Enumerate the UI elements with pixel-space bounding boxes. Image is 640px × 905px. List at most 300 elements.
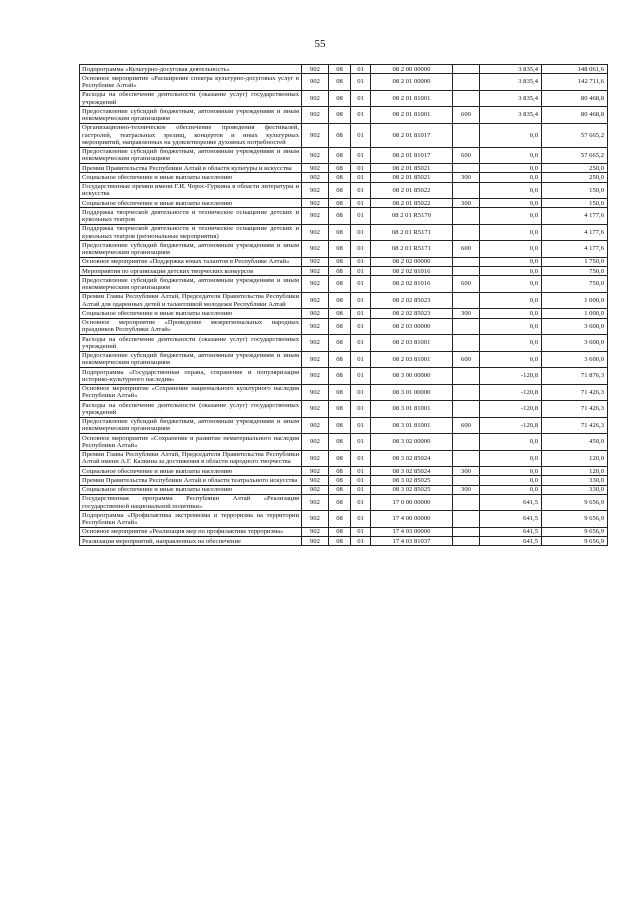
- expense-type-code: [453, 182, 480, 199]
- row-name: Социальное обеспечение и иные выплаты населению: [80, 485, 302, 494]
- subsection-code: 01: [351, 257, 371, 266]
- change-amount: 641,5: [480, 537, 542, 546]
- subsection-code: 01: [351, 351, 371, 368]
- row-name: Государственные премии имени Г.И. Чорос-Гуркина в области литературы и искусства: [80, 182, 302, 199]
- expense-type-code: [453, 401, 480, 418]
- expense-type-code: [453, 384, 480, 401]
- total-amount: 9 656,9: [542, 527, 608, 536]
- expense-type-code: [453, 537, 480, 546]
- total-amount: 9 656,9: [542, 537, 608, 546]
- subsection-code: 01: [351, 147, 371, 164]
- change-amount: 0,0: [480, 292, 542, 309]
- target-item-code: 08 3 01 81001: [371, 417, 453, 434]
- subsection-code: 01: [351, 384, 371, 401]
- change-amount: -120,8: [480, 401, 542, 418]
- expense-type-code: [453, 434, 480, 451]
- row-name: Государственная программа Республики Алтай «Реализация государственной национальной политики»: [80, 494, 302, 511]
- expense-type-code: [453, 90, 480, 107]
- subsection-code: 01: [351, 511, 371, 528]
- row-name: Расходы на обеспечение деятельности (оказание услуг) государственных учреждений: [80, 335, 302, 352]
- target-item-code: 17 4 03 81037: [371, 537, 453, 546]
- ved-code: 902: [302, 147, 329, 164]
- ved-code: 902: [302, 511, 329, 528]
- section-code: 08: [329, 537, 351, 546]
- row-name: Предоставление субсидий бюджетным, автономным учреждениям и иным некоммерческим организациям: [80, 417, 302, 434]
- target-item-code: 08 2 03 00000: [371, 318, 453, 335]
- target-item-code: 08 2 02 81016: [371, 276, 453, 293]
- subsection-code: 01: [351, 417, 371, 434]
- change-amount: 641,5: [480, 511, 542, 528]
- expense-type-code: [453, 450, 480, 467]
- section-code: 08: [329, 164, 351, 173]
- total-amount: 71 426,3: [542, 401, 608, 418]
- row-name: Премии Главы Республики Алтай, Председателя Правительства Республики Алтай для одаренных детей и талантливой молодежи Республики Алтай: [80, 292, 302, 309]
- row-name: Премии Главы Республики Алтай, Председателя Правительства Республики Алтай имени А.Г. Калкина за достижения в области народного творчества: [80, 450, 302, 467]
- row-name: Расходы на обеспечение деятельности (оказание услуг) государственных учреждений: [80, 90, 302, 107]
- change-amount: 0,0: [480, 318, 542, 335]
- change-amount: 0,0: [480, 450, 542, 467]
- section-code: 08: [329, 476, 351, 485]
- target-item-code: 08 3 00 00000: [371, 368, 453, 385]
- total-amount: 71 426,3: [542, 417, 608, 434]
- expense-type-code: 600: [453, 276, 480, 293]
- row-name: Предоставление субсидий бюджетным, автономным учреждениям и иным некоммерческим организациям: [80, 107, 302, 124]
- ved-code: 902: [302, 527, 329, 536]
- subsection-code: 01: [351, 309, 371, 318]
- ved-code: 902: [302, 368, 329, 385]
- target-item-code: 08 2 01 85022: [371, 182, 453, 199]
- change-amount: 0,0: [480, 476, 542, 485]
- expense-type-code: 300: [453, 309, 480, 318]
- total-amount: 71 426,3: [542, 384, 608, 401]
- ved-code: 902: [302, 123, 329, 147]
- row-name: Социальное обеспечение и иные выплаты населению: [80, 309, 302, 318]
- total-amount: 4 177,6: [542, 224, 608, 241]
- section-code: 08: [329, 511, 351, 528]
- total-amount: 750,0: [542, 276, 608, 293]
- ved-code: 902: [302, 335, 329, 352]
- total-amount: 142 711,6: [542, 74, 608, 91]
- section-code: 08: [329, 74, 351, 91]
- total-amount: 3 600,0: [542, 351, 608, 368]
- expense-type-code: [453, 318, 480, 335]
- change-amount: 0,0: [480, 147, 542, 164]
- subsection-code: 01: [351, 182, 371, 199]
- change-amount: 0,0: [480, 199, 542, 208]
- target-item-code: 08 3 01 81001: [371, 401, 453, 418]
- subsection-code: 01: [351, 527, 371, 536]
- target-item-code: 17 4 00 00000: [371, 511, 453, 528]
- table-row: [80, 335, 608, 352]
- section-code: 08: [329, 65, 351, 74]
- target-item-code: 08 2 01 81001: [371, 107, 453, 124]
- total-amount: 9 656,9: [542, 494, 608, 511]
- table-row: [80, 434, 608, 451]
- table-row: [80, 467, 608, 476]
- ved-code: 902: [302, 107, 329, 124]
- target-item-code: 08 2 01 81017: [371, 123, 453, 147]
- total-amount: 120,0: [542, 467, 608, 476]
- row-name: Подпрограмма «Профилактика экстремизма и терроризма на территории Республики Алтай»: [80, 511, 302, 528]
- total-amount: 71 876,3: [542, 368, 608, 385]
- target-item-code: 08 2 01 R5171: [371, 241, 453, 258]
- expense-type-code: 600: [453, 351, 480, 368]
- row-name: Основное мероприятие «Расширение спектра культурно-досуговых услуг в Республике Алтай»: [80, 74, 302, 91]
- target-item-code: 17 0 00 00000: [371, 494, 453, 511]
- subsection-code: 01: [351, 476, 371, 485]
- ved-code: 902: [302, 199, 329, 208]
- ved-code: 902: [302, 182, 329, 199]
- target-item-code: 08 2 00 00000: [371, 65, 453, 74]
- change-amount: 3 835,4: [480, 74, 542, 91]
- ved-code: 902: [302, 434, 329, 451]
- ved-code: 902: [302, 309, 329, 318]
- expense-type-code: [453, 257, 480, 266]
- subsection-code: 01: [351, 74, 371, 91]
- target-item-code: 08 2 02 81016: [371, 267, 453, 276]
- ved-code: 902: [302, 241, 329, 258]
- table-row: [80, 318, 608, 335]
- row-name: Подпрограмма «Культурно-досуговая деятельность»: [80, 65, 302, 74]
- row-name: Предоставление субсидий бюджетным, автономным учреждениям и иным некоммерческим организациям: [80, 241, 302, 258]
- table-row: [80, 511, 608, 528]
- change-amount: 3 835,4: [480, 90, 542, 107]
- target-item-code: 08 3 02 85025: [371, 476, 453, 485]
- total-amount: 80 468,8: [542, 107, 608, 124]
- change-amount: -120,8: [480, 417, 542, 434]
- expense-type-code: 300: [453, 485, 480, 494]
- section-code: 08: [329, 224, 351, 241]
- section-code: 08: [329, 485, 351, 494]
- target-item-code: 08 3 02 85025: [371, 485, 453, 494]
- table-row: [80, 182, 608, 199]
- section-code: 08: [329, 384, 351, 401]
- expense-type-code: [453, 368, 480, 385]
- ved-code: 902: [302, 476, 329, 485]
- row-name: Социальное обеспечение и иные выплаты населению: [80, 199, 302, 208]
- section-code: 08: [329, 123, 351, 147]
- section-code: 08: [329, 147, 351, 164]
- section-code: 08: [329, 494, 351, 511]
- change-amount: 0,0: [480, 467, 542, 476]
- ved-code: 902: [302, 74, 329, 91]
- change-amount: 3 835,4: [480, 65, 542, 74]
- table-row: [80, 276, 608, 293]
- table-row: [80, 208, 608, 225]
- total-amount: 150,0: [542, 199, 608, 208]
- row-name: Премии Правительства Республики Алтай в области культуры и искусства: [80, 164, 302, 173]
- ved-code: 902: [302, 164, 329, 173]
- expense-type-code: [453, 292, 480, 309]
- table-row: [80, 267, 608, 276]
- section-code: 08: [329, 292, 351, 309]
- ved-code: 902: [302, 90, 329, 107]
- row-name: Организационно-техническое обеспечение проведения фестивалей, гастролей, театральных зрелищ, концертов и иных культурных мероприятий, направленных на удовлетворение духовных потребностей: [80, 123, 302, 147]
- section-code: 08: [329, 309, 351, 318]
- change-amount: 0,0: [480, 267, 542, 276]
- change-amount: 0,0: [480, 241, 542, 258]
- expense-type-code: [453, 224, 480, 241]
- total-amount: 330,0: [542, 476, 608, 485]
- section-code: 08: [329, 257, 351, 266]
- row-name: Основное мероприятие «Сохранение и развитие нематериального наследия Республики Алтай»: [80, 434, 302, 451]
- expense-type-code: 300: [453, 199, 480, 208]
- change-amount: 641,5: [480, 494, 542, 511]
- table-row: [80, 417, 608, 434]
- target-item-code: 08 2 02 85023: [371, 309, 453, 318]
- table-row: [80, 384, 608, 401]
- row-name: Социальное обеспечение и иные выплаты населению: [80, 467, 302, 476]
- subsection-code: 01: [351, 467, 371, 476]
- row-name: Предоставление субсидий бюджетным, автономным учреждениям и иным некоммерческим организациям: [80, 276, 302, 293]
- subsection-code: 01: [351, 494, 371, 511]
- expense-type-code: [453, 476, 480, 485]
- total-amount: 250,0: [542, 173, 608, 182]
- subsection-code: 01: [351, 267, 371, 276]
- row-name: Подпрограмма «Государственная охрана, сохранение и популяризация историко-культурного наследия»: [80, 368, 302, 385]
- subsection-code: 01: [351, 401, 371, 418]
- section-code: 08: [329, 401, 351, 418]
- section-code: 08: [329, 527, 351, 536]
- ved-code: 902: [302, 417, 329, 434]
- change-amount: 0,0: [480, 257, 542, 266]
- target-item-code: 08 2 01 81017: [371, 147, 453, 164]
- table-row: [80, 74, 608, 91]
- table-row: [80, 199, 608, 208]
- table-row: [80, 90, 608, 107]
- subsection-code: 01: [351, 90, 371, 107]
- expense-type-code: [453, 527, 480, 536]
- ved-code: 902: [302, 267, 329, 276]
- ved-code: 902: [302, 351, 329, 368]
- ved-code: 902: [302, 537, 329, 546]
- target-item-code: 08 2 01 R5170: [371, 208, 453, 225]
- section-code: 08: [329, 368, 351, 385]
- page-number: 55: [314, 38, 326, 50]
- table-row: [80, 241, 608, 258]
- target-item-code: 08 2 03 81001: [371, 335, 453, 352]
- table-row: [80, 164, 608, 173]
- ved-code: 902: [302, 224, 329, 241]
- subsection-code: 01: [351, 164, 371, 173]
- total-amount: 1 000,0: [542, 292, 608, 309]
- target-item-code: 08 3 02 85024: [371, 467, 453, 476]
- ved-code: 902: [302, 401, 329, 418]
- total-amount: 57 665,2: [542, 147, 608, 164]
- expense-type-code: 600: [453, 417, 480, 434]
- section-code: 08: [329, 199, 351, 208]
- change-amount: 641,5: [480, 527, 542, 536]
- row-name: Основное мероприятие «Проведение межрегиональных народных праздников Республики Алтай»: [80, 318, 302, 335]
- subsection-code: 01: [351, 335, 371, 352]
- subsection-code: 01: [351, 485, 371, 494]
- ved-code: 902: [302, 450, 329, 467]
- section-code: 08: [329, 450, 351, 467]
- row-name: Основное мероприятие «Сохранение национального культурного наследия Республики Алтай»: [80, 384, 302, 401]
- subsection-code: 01: [351, 318, 371, 335]
- table-row: [80, 527, 608, 536]
- section-code: 08: [329, 417, 351, 434]
- table-row: [80, 476, 608, 485]
- ved-code: 902: [302, 318, 329, 335]
- subsection-code: 01: [351, 537, 371, 546]
- section-code: 08: [329, 351, 351, 368]
- target-item-code: 08 3 02 85024: [371, 450, 453, 467]
- total-amount: 450,0: [542, 434, 608, 451]
- ved-code: 902: [302, 276, 329, 293]
- total-amount: 250,0: [542, 164, 608, 173]
- total-amount: 120,0: [542, 450, 608, 467]
- expense-type-code: [453, 494, 480, 511]
- section-code: 08: [329, 276, 351, 293]
- total-amount: 4 177,6: [542, 241, 608, 258]
- total-amount: 330,0: [542, 485, 608, 494]
- section-code: 08: [329, 90, 351, 107]
- section-code: 08: [329, 467, 351, 476]
- change-amount: 0,0: [480, 335, 542, 352]
- total-amount: 750,0: [542, 267, 608, 276]
- change-amount: 0,0: [480, 485, 542, 494]
- target-item-code: 08 2 01 85021: [371, 164, 453, 173]
- total-amount: 1 000,0: [542, 309, 608, 318]
- target-item-code: 08 2 02 00000: [371, 257, 453, 266]
- section-code: 08: [329, 173, 351, 182]
- ved-code: 902: [302, 384, 329, 401]
- expense-type-code: [453, 511, 480, 528]
- subsection-code: 01: [351, 292, 371, 309]
- ved-code: 902: [302, 485, 329, 494]
- subsection-code: 01: [351, 123, 371, 147]
- change-amount: 0,0: [480, 164, 542, 173]
- section-code: 08: [329, 318, 351, 335]
- subsection-code: 01: [351, 199, 371, 208]
- row-name: Поддержка творческой деятельности и техническое оснащение детских и кукольных театров: [80, 208, 302, 225]
- subsection-code: 01: [351, 208, 371, 225]
- table-row: [80, 292, 608, 309]
- expense-type-code: [453, 208, 480, 225]
- section-code: 08: [329, 434, 351, 451]
- total-amount: 3 600,0: [542, 335, 608, 352]
- change-amount: 0,0: [480, 434, 542, 451]
- target-item-code: 08 2 01 00000: [371, 74, 453, 91]
- row-name: Основное мероприятие «Реализация мер по профилактике терроризма»: [80, 527, 302, 536]
- expense-type-code: 600: [453, 107, 480, 124]
- row-name: Поддержка творческой деятельности и техническое оснащение детских и кукольных театров (региональные мероприятия): [80, 224, 302, 241]
- subsection-code: 01: [351, 368, 371, 385]
- ved-code: 902: [302, 208, 329, 225]
- change-amount: 0,0: [480, 224, 542, 241]
- section-code: 08: [329, 107, 351, 124]
- table-row: [80, 65, 608, 74]
- subsection-code: 01: [351, 224, 371, 241]
- table-row: [80, 309, 608, 318]
- target-item-code: 08 2 03 81001: [371, 351, 453, 368]
- total-amount: 80 468,8: [542, 90, 608, 107]
- table-row: [80, 107, 608, 124]
- table-row: [80, 224, 608, 241]
- table-row: [80, 123, 608, 147]
- table-row: [80, 450, 608, 467]
- expense-type-code: [453, 335, 480, 352]
- table-row: [80, 351, 608, 368]
- table-body: [80, 65, 608, 546]
- expense-type-code: [453, 267, 480, 276]
- table-row: [80, 401, 608, 418]
- change-amount: 0,0: [480, 208, 542, 225]
- ved-code: 902: [302, 257, 329, 266]
- change-amount: 0,0: [480, 351, 542, 368]
- subsection-code: 01: [351, 434, 371, 451]
- table-row: [80, 537, 608, 546]
- section-code: 08: [329, 182, 351, 199]
- row-name: Основное мероприятие «Поддержка юных талантов в Республике Алтай»: [80, 257, 302, 266]
- subsection-code: 01: [351, 241, 371, 258]
- section-code: 08: [329, 267, 351, 276]
- expense-type-code: [453, 123, 480, 147]
- table-row: [80, 257, 608, 266]
- subsection-code: 01: [351, 107, 371, 124]
- table-row: [80, 147, 608, 164]
- ved-code: 902: [302, 65, 329, 74]
- target-item-code: 08 3 01 00000: [371, 384, 453, 401]
- total-amount: 150,0: [542, 182, 608, 199]
- section-code: 08: [329, 208, 351, 225]
- table-row: [80, 173, 608, 182]
- row-name: Реализация мероприятий, направленных на обеспечение: [80, 537, 302, 546]
- total-amount: 57 665,2: [542, 123, 608, 147]
- target-item-code: 08 2 01 85022: [371, 199, 453, 208]
- change-amount: 0,0: [480, 173, 542, 182]
- expense-type-code: 300: [453, 467, 480, 476]
- expense-type-code: [453, 74, 480, 91]
- change-amount: 0,0: [480, 309, 542, 318]
- change-amount: 3 835,4: [480, 107, 542, 124]
- table-row: [80, 494, 608, 511]
- total-amount: 3 600,0: [542, 318, 608, 335]
- change-amount: 0,0: [480, 123, 542, 147]
- target-item-code: 17 4 03 00000: [371, 527, 453, 536]
- total-amount: 9 656,9: [542, 511, 608, 528]
- expense-type-code: 600: [453, 147, 480, 164]
- row-name: Предоставление субсидий бюджетным, автономным учреждениям и иным некоммерческим организациям: [80, 351, 302, 368]
- row-name: Социальное обеспечение и иные выплаты населению: [80, 173, 302, 182]
- expense-type-code: [453, 164, 480, 173]
- change-amount: 0,0: [480, 276, 542, 293]
- target-item-code: 08 2 01 R5171: [371, 224, 453, 241]
- subsection-code: 01: [351, 276, 371, 293]
- change-amount: 0,0: [480, 182, 542, 199]
- row-name: Расходы на обеспечение деятельности (оказание услуг) государственных учреждений: [80, 401, 302, 418]
- expense-type-code: [453, 65, 480, 74]
- change-amount: -120,8: [480, 384, 542, 401]
- expense-type-code: 300: [453, 173, 480, 182]
- target-item-code: 08 2 01 81001: [371, 90, 453, 107]
- row-name: Мероприятия по организации детских творческих конкурсов: [80, 267, 302, 276]
- target-item-code: 08 3 02 00000: [371, 434, 453, 451]
- section-code: 08: [329, 335, 351, 352]
- target-item-code: 08 2 02 85023: [371, 292, 453, 309]
- total-amount: 148 061,6: [542, 65, 608, 74]
- subsection-code: 01: [351, 450, 371, 467]
- budget-table: [79, 64, 608, 546]
- ved-code: 902: [302, 292, 329, 309]
- ved-code: 902: [302, 494, 329, 511]
- table-row: [80, 368, 608, 385]
- subsection-code: 01: [351, 173, 371, 182]
- total-amount: 1 750,0: [542, 257, 608, 266]
- total-amount: 4 177,6: [542, 208, 608, 225]
- expense-type-code: 600: [453, 241, 480, 258]
